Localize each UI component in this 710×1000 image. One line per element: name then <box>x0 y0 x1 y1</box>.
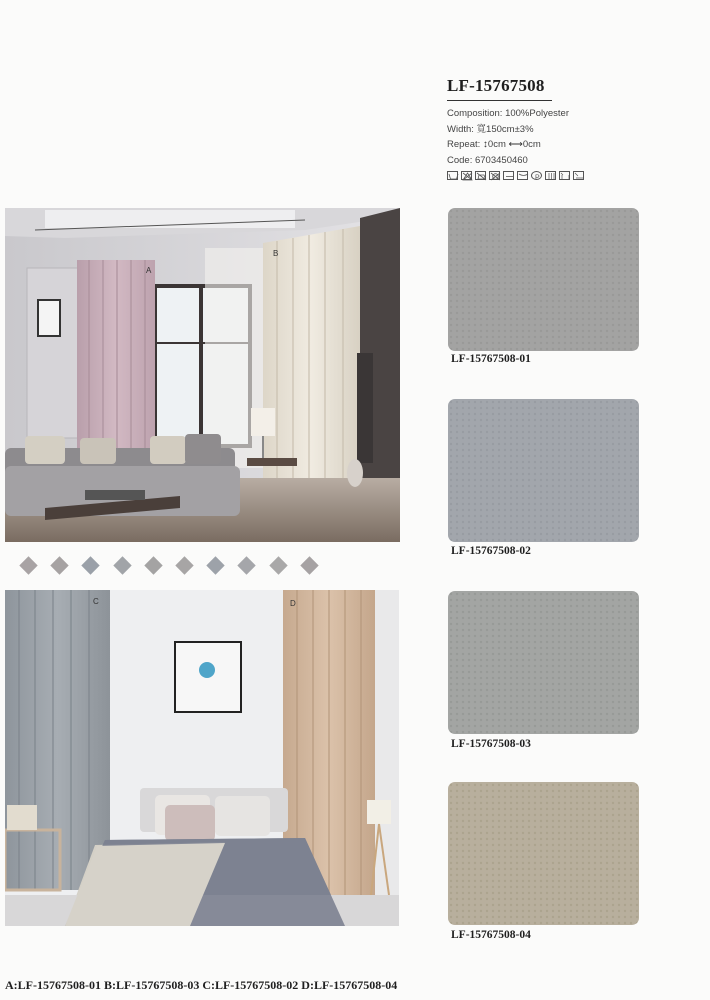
fabric-swatch-03 <box>448 591 639 734</box>
spec-block <box>447 76 687 180</box>
fabric-swatch-01 <box>448 208 639 351</box>
care-icons-row <box>447 171 687 180</box>
vertical-arrow-icon: ↕ <box>482 139 488 150</box>
repeat-horizontal-value: 0cm <box>522 139 541 150</box>
drip-dry-icon <box>559 171 570 180</box>
swatch-label-04: LF-15767508-04 <box>451 929 531 941</box>
curtain-label-b: B <box>273 249 279 258</box>
color-diamond <box>82 556 100 574</box>
color-diamond <box>269 556 287 574</box>
repeat-vertical-value: 0cm <box>487 139 506 150</box>
color-diamond <box>19 556 37 574</box>
dry-flat-icon <box>503 171 514 180</box>
shade-dry-icon <box>545 171 556 180</box>
curtain-label-c: C <box>93 597 99 606</box>
swatch-label-02: LF-15767508-02 <box>451 545 531 557</box>
title-divider <box>447 100 552 101</box>
color-diamond <box>144 556 162 574</box>
bedroom-photo <box>5 590 399 926</box>
wash-30-icon <box>447 171 458 180</box>
color-diamond <box>113 556 131 574</box>
color-diamond-row <box>22 557 322 577</box>
dry-clean-p-icon <box>531 171 542 180</box>
fabric-swatch-02 <box>448 399 639 542</box>
flat-dry-shade-icon <box>573 171 584 180</box>
color-diamond <box>50 556 68 574</box>
product-title: LF-15767508 <box>447 76 545 95</box>
repeat-text <box>447 137 687 153</box>
no-tumble-dry-icon <box>489 171 500 180</box>
swatch-label-01: LF-15767508-01 <box>451 353 531 365</box>
curtain-label-d: D <box>290 599 296 608</box>
swatch-label-03: LF-15767508-03 <box>451 738 531 750</box>
horizontal-arrow-icon: ⟷ <box>508 139 523 150</box>
repeat-label: Repeat: <box>447 139 481 150</box>
color-diamond <box>175 556 193 574</box>
composition-text: Composition: 100%Polyester <box>447 108 569 119</box>
svg-text:P: P <box>535 174 540 181</box>
width-text: Width: 寬150cm±3% <box>447 123 534 135</box>
no-bleach-icon <box>461 171 472 180</box>
iron-low-icon <box>475 171 486 180</box>
code-text: Code: 6703450460 <box>447 154 528 166</box>
fabric-swatch-04 <box>448 782 639 925</box>
color-diamond <box>238 556 256 574</box>
curtain-label-a: A <box>146 266 152 275</box>
living-room-photo <box>5 208 400 542</box>
line-dry-icon <box>517 171 528 180</box>
curtain-legend: A:LF-15767508-01 B:LF-15767508-03 C:LF-15767508-02 D:LF-15767508-04 <box>5 978 398 992</box>
color-diamond <box>300 556 318 574</box>
color-diamond <box>206 556 224 574</box>
